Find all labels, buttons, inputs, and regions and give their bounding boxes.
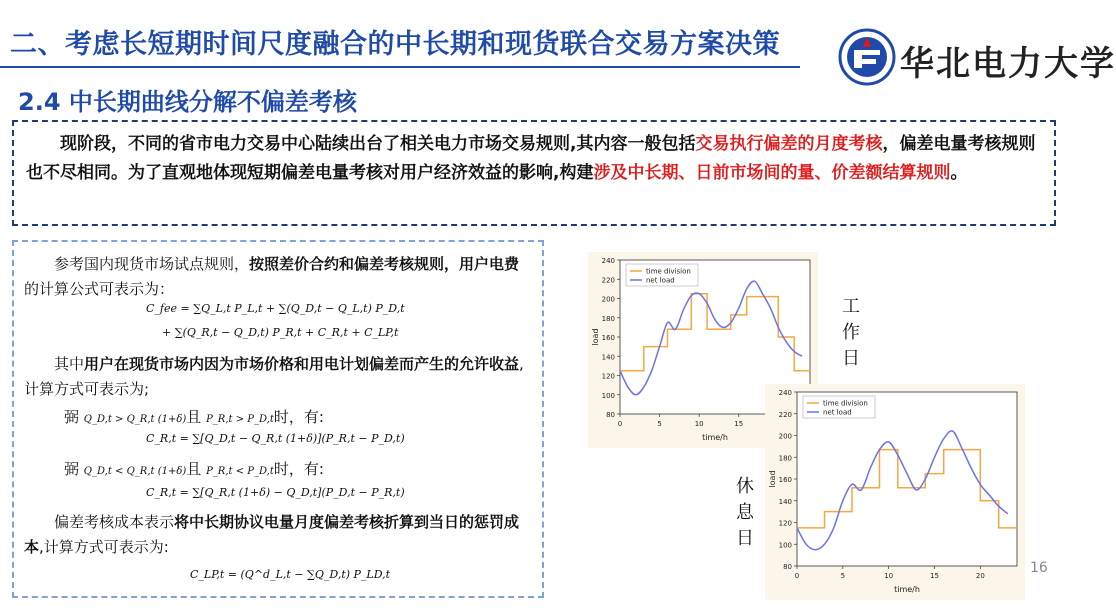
restday-label-char-2: 息 — [736, 502, 754, 523]
workday-label-char-3: 日 — [842, 348, 860, 369]
rules-p1-bold: 按照差价合约和偏差考核规则，用户电费 — [249, 255, 520, 273]
workday-chart-legend-label: net load — [646, 276, 675, 285]
restday-load-chart — [765, 384, 1025, 600]
rules-paragraph-2 — [24, 352, 534, 402]
restday-chart-ytick-label: 220 — [778, 410, 792, 419]
condition-1-expr-b: P_R,t > P_D,t — [206, 414, 274, 425]
intro-text-2: ，偏差电量考核规则也不尽相同。为了直观地体现短期偏差电量考核对用户经济效益的影响,构建 — [26, 134, 1036, 183]
restday-chart-ylabel: load — [768, 470, 777, 488]
workday-label-char-1: 工 — [842, 296, 860, 317]
workday-chart-xlabel: time/h — [702, 433, 728, 442]
workday-chart-ytick-label: 240 — [601, 257, 615, 265]
rules-p3-text: 偏差考核成本表示 — [54, 513, 175, 531]
workday-label — [840, 294, 862, 372]
workday-label-char-2: 作 — [842, 322, 860, 343]
condition-1 — [64, 406, 324, 427]
workday-chart-ytick-label: 80 — [606, 411, 615, 419]
restday-chart-ytick-label: 200 — [778, 432, 792, 441]
formula-fee-line1: C_fee = ∑Q_L,t P_L,t + ∑(Q_D,t − Q_L,t) P_D,t — [146, 302, 405, 315]
restday-chart-xtick-label: 5 — [840, 572, 846, 580]
page-number: 16 — [1030, 560, 1048, 576]
workday-chart-ytick-label: 160 — [601, 334, 615, 342]
condition-2 — [64, 458, 324, 479]
condition-1-suffix: 时，有: — [273, 408, 324, 426]
intro-paragraph — [26, 130, 1042, 188]
rules-p2-tail: ,计算方式可表示为; — [24, 355, 524, 398]
restday-label-char-1: 休 — [736, 476, 754, 497]
workday-chart-ytick-label: 100 — [601, 391, 615, 400]
condition-2-expr-b: P_R,t < P_D,t — [206, 466, 274, 477]
workday-chart-ytick-label: 220 — [601, 276, 615, 285]
restday-label-char-3: 日 — [736, 528, 754, 549]
workday-chart-ytick-label: 120 — [601, 372, 615, 381]
restday-chart-xtick-label: 0 — [794, 572, 800, 580]
title-underline — [0, 66, 800, 68]
slide-title: 二、考虑长短期时间尺度融合的中长期和现货联合交易方案决策 — [10, 29, 780, 60]
condition-2-and: 且 — [186, 460, 202, 478]
restday-chart-legend-label: net load — [823, 408, 852, 417]
condition-2-suffix: 时，有: — [273, 460, 324, 478]
formula-penalty: C_LP,t = (Q^d_L,t − ∑Q_D,t) P_LD,t — [190, 568, 391, 581]
rules-p3-tail: ,计算方式可表示为: — [39, 538, 169, 556]
formula-gain-2: C_R,t = ∑[Q_R,t (1+δ) − Q_D,t](P_D,t − P_R,t) — [146, 486, 405, 499]
formula-gain-1: C_R,t = ∑[Q_D,t − Q_R,t (1+δ)](P_R,t − P_D,t) — [146, 432, 405, 445]
rules-paragraph-1 — [24, 252, 534, 302]
workday-chart-xtick-label: 5 — [657, 420, 662, 428]
formula-fee-line2: + ∑(Q_R,t − Q_D,t) P_R,t + C_R,t + C_LP,t — [162, 326, 399, 339]
workday-chart-xtick-label: 0 — [617, 420, 623, 428]
restday-chart-ytick-label: 80 — [783, 563, 792, 571]
restday-chart-ytick-label: 240 — [778, 389, 792, 397]
intro-text-1: 现阶段，不同的省市电力交易中心陆续出台了相关电力市场交易规则,其内容一般包括 — [60, 134, 696, 154]
workday-chart-ylabel: load — [591, 328, 600, 346]
workday-chart-xtick-label: 10 — [694, 420, 704, 428]
intro-highlight-2: 涉及中长期、日前市场间的量、价差额结算规则 — [593, 163, 951, 183]
workday-chart-ytick-label: 200 — [601, 295, 615, 304]
intro-text-3: 。 — [950, 163, 968, 183]
condition-1-and: 且 — [186, 408, 202, 426]
rules-p1-tail: 的计算公式可表示为： — [24, 280, 175, 298]
restday-chart-ytick-label: 180 — [778, 454, 792, 463]
condition-1-prefix: 弼 — [64, 408, 80, 426]
rules-p2-text: 其中 — [54, 355, 85, 373]
university-logo-icon — [838, 28, 896, 86]
rules-paragraph-3 — [24, 510, 534, 560]
section-subtitle: 2.4 中长期曲线分解不偏差考核 — [18, 88, 357, 116]
restday-chart-legend-label: time division — [823, 399, 868, 408]
workday-chart-ytick-label: 180 — [601, 314, 615, 323]
intro-highlight-1: 交易执行偏差的月度考核 — [695, 134, 883, 154]
restday-chart-xlabel: time/h — [894, 585, 920, 594]
restday-chart-ytick-label: 160 — [778, 476, 792, 484]
rules-p1-text: 参考国内现货市场试点规则， — [54, 255, 250, 273]
restday-chart-ytick-label: 120 — [778, 519, 792, 528]
restday-label — [734, 474, 756, 552]
restday-chart-xtick-label: 10 — [884, 572, 894, 580]
university-name: 华北电力大学 — [900, 44, 1116, 84]
condition-2-expr-a: Q_D,t < Q_R,t (1+δ) — [83, 466, 187, 477]
workday-chart-ytick-label: 140 — [601, 353, 615, 362]
restday-chart-ytick-label: 140 — [778, 497, 792, 506]
condition-2-prefix: 弼 — [64, 460, 80, 478]
restday-chart-ytick-label: 100 — [778, 541, 792, 550]
condition-1-expr-a: Q_D,t > Q_R,t (1+δ) — [83, 414, 187, 425]
restday-chart-xtick-label: 20 — [975, 572, 985, 580]
workday-chart-xtick-label: 15 — [734, 420, 744, 428]
rules-p2-bold: 用户在现货市场内因为市场价格和用电计划偏差而产生的允许收益 — [84, 355, 520, 373]
rules-p3-bold: 将中长期协议电量月度偏差考核折算到当日的惩罚成本 — [24, 513, 520, 556]
restday-chart-xtick-label: 15 — [930, 572, 939, 580]
workday-chart-legend-label: time division — [646, 267, 691, 276]
